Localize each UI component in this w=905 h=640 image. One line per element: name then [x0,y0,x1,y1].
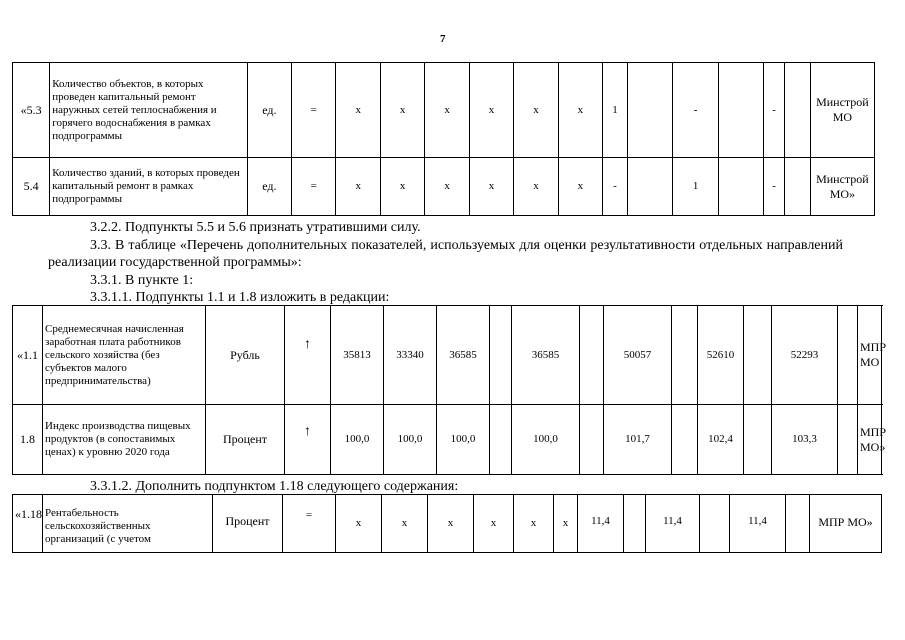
row-code-text: «1.18 [15,507,42,521]
value-cell: 36585 [437,306,490,405]
paragraph-3-3-1-1: 3.3.1.1. Подпункты 1.1 и 1.8 изложить в редакции: [90,290,390,305]
value-cell [786,495,810,553]
value-cell: x [336,63,380,158]
value-cell: 33340 [384,306,437,405]
value-cell: - [764,63,785,158]
responsible: Минстрой МО [810,63,874,158]
value-cell: x [514,495,554,553]
value-cell: 103,3 [772,405,838,475]
value-cell: - [673,63,718,158]
value-cell: 36585 [512,306,580,405]
table-row [13,158,875,216]
value-cell: 1 [673,158,718,216]
value-cell [490,405,512,475]
value-cell: 100,0 [512,405,580,475]
value-cell: - [603,158,628,216]
table-indicator-1-18 [12,494,882,553]
page-number: 7 [440,33,446,45]
indicator-name: Индекс производства пищевых продуктов (в сопоставимых ценах) к уровню 2020 года [43,405,206,475]
table-indicators-construction [12,62,875,216]
value-cell: 50057 [604,306,672,405]
value-cell [627,63,672,158]
value-cell [700,495,730,553]
value-cell [672,405,698,475]
value-cell: x [382,495,428,553]
trend: = [292,63,336,158]
indicator-name: Количество зданий, в которых проведен капитальный ремонт в рамках подпрограммы [50,158,247,216]
value-cell: x [469,63,513,158]
unit: Рубль [206,306,285,405]
value-cell [838,405,858,475]
row-code: «5.3 [13,63,50,158]
responsible: Минстрой МО» [810,158,874,216]
unit: ед. [247,63,291,158]
value-cell: x [558,158,602,216]
value-cell: 100,0 [331,405,384,475]
value-cell [784,63,810,158]
value-cell: x [558,63,602,158]
trend-up-icon: ↑ [285,306,331,405]
value-cell [627,158,672,216]
value-cell: x [514,158,558,216]
value-cell: x [474,495,514,553]
responsible: МПР МО [858,306,882,405]
table-row [13,405,882,475]
value-cell: x [380,63,424,158]
value-cell: 11,4 [578,495,624,553]
value-cell: 11,4 [730,495,786,553]
value-cell [580,306,604,405]
value-cell [718,63,763,158]
table-indicators-agriculture [12,305,887,475]
value-cell: x [428,495,474,553]
value-cell: - [764,158,785,216]
value-cell: 102,4 [698,405,744,475]
unit: ед. [247,158,291,216]
value-cell: 100,0 [384,405,437,475]
value-cell [744,306,772,405]
paragraph-3-2-2: 3.2.2. Подпункты 5.5 и 5.6 признать утратившими силу. [90,220,421,235]
value-cell [580,405,604,475]
table-row [13,306,882,405]
value-cell [490,306,512,405]
value-cell: 52610 [698,306,744,405]
value-cell: 11,4 [646,495,700,553]
value-cell: 52293 [772,306,838,405]
value-cell: 1 [603,63,628,158]
unit: Процент [206,405,285,475]
table-row [13,495,882,553]
paragraph-3-3-1-2: 3.3.1.2. Дополнить подпунктом 1.18 следующего содержания: [90,479,459,494]
value-cell: x [514,63,558,158]
value-cell: x [425,158,469,216]
value-cell: x [425,63,469,158]
value-cell: 101,7 [604,405,672,475]
value-cell [838,306,858,405]
value-cell [624,495,646,553]
value-cell: x [380,158,424,216]
responsible: МПР МО» [810,495,882,553]
value-cell [784,158,810,216]
responsible: МПР МО» [858,405,882,475]
value-cell: 100,0 [437,405,490,475]
row-code: «1.1 [13,306,43,405]
table-row [13,63,875,158]
value-cell: x [336,495,382,553]
indicator-name: Рентабельность сельскохозяйственных организаций (с учетом [43,495,213,553]
trend-up-icon: ↑ [285,405,331,475]
row-code [13,495,43,553]
value-cell: x [469,158,513,216]
value-cell: x [336,158,380,216]
indicator-name: Среднемесячная начисленная заработная плата работников сельского хозяйства (без субъектов малого предпринимательства) [43,306,206,405]
unit: Процент [213,495,283,553]
row-code: 1.8 [13,405,43,475]
paragraph-3-3-1: 3.3.1. В пункте 1: [90,273,194,288]
row-code: 5.4 [13,158,50,216]
value-cell [672,306,698,405]
trend: = [292,158,336,216]
value-cell: 35813 [331,306,384,405]
value-cell: x [554,495,578,553]
value-cell [718,158,763,216]
paragraph-3-3: 3.3. В таблице «Перечень дополнительных показателей, используемых для оценки результативности отдельных направлений реализации государственной программы»: [48,238,843,270]
value-cell [744,405,772,475]
trend: = [283,495,336,553]
indicator-name: Количество объектов, в которых проведен капитальный ремонт наружных сетей теплоснабжения и горячего водоснабжения в рамках подпрограммы [50,63,247,158]
